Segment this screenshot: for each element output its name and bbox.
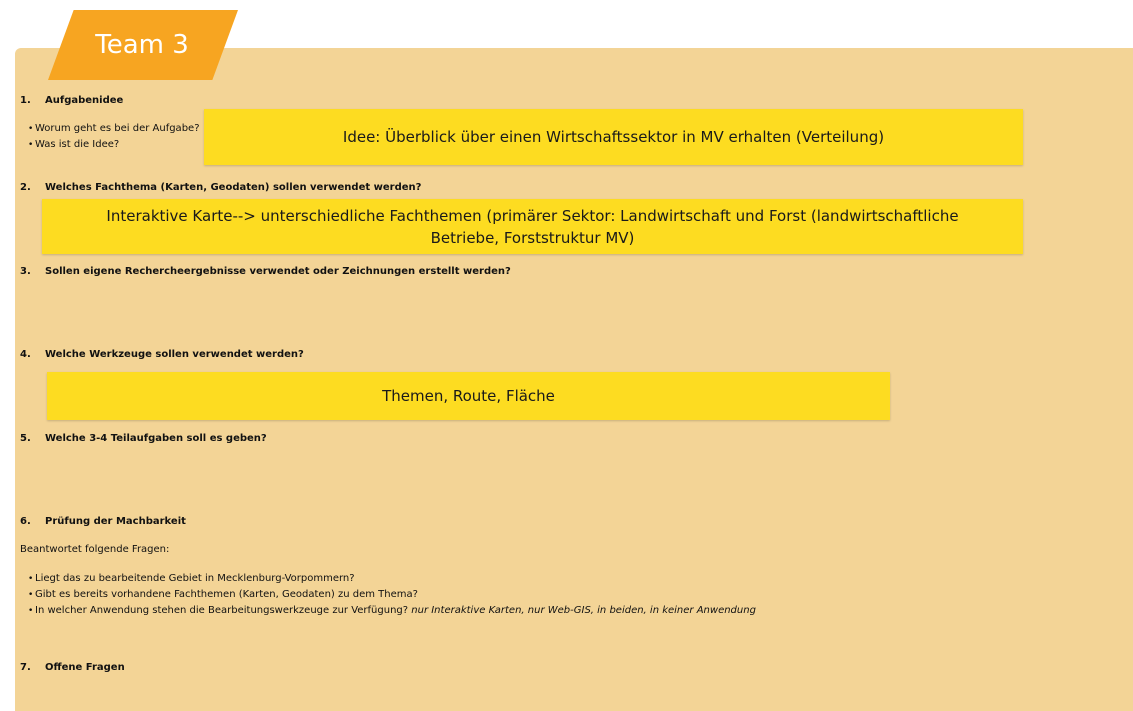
- section-number: 3.: [20, 266, 31, 277]
- section-6-heading: [20, 516, 186, 527]
- bullet-text: In welcher Anwendung stehen die Bearbeitungswerkzeuge zur Verfügung?: [35, 605, 409, 616]
- section-title: Welche Werkzeuge sollen verwendet werden?: [45, 349, 304, 360]
- bullet-item: • Was ist die Idee?: [28, 137, 200, 153]
- section-3-heading: [20, 266, 511, 277]
- section-2-heading: [20, 182, 421, 193]
- bullet-item: [28, 603, 756, 619]
- section-title: Welche 3-4 Teilaufgaben soll es geben?: [45, 433, 267, 444]
- team-title: Team 3: [95, 30, 189, 60]
- bullet-item: • Liegt das zu bearbeitende Gebiet in Mecklenburg-Vorpommern?: [28, 571, 756, 587]
- sticky-note-idea[interactable]: [204, 109, 1023, 165]
- section-5-heading: [20, 433, 267, 444]
- section-title: Aufgabenidee: [45, 95, 124, 106]
- note-text: Themen, Route, Fläche: [382, 387, 555, 405]
- section-6-intro: Beantwortet folgende Fragen:: [20, 544, 170, 555]
- section-number: 4.: [20, 349, 31, 360]
- sticky-note-fachthema[interactable]: [42, 199, 1023, 254]
- section-4-heading: [20, 349, 304, 360]
- section-title: Sollen eigene Rechercheergebnisse verwendet oder Zeichnungen erstellt werden?: [45, 266, 511, 277]
- section-title: Prüfung der Machbarkeit: [45, 516, 186, 527]
- section-1-heading: [20, 95, 123, 106]
- section-number: 5.: [20, 433, 31, 444]
- section-number: 7.: [20, 662, 31, 673]
- section-number: 2.: [20, 182, 31, 193]
- section-number: 1.: [20, 95, 31, 106]
- section-title: Welches Fachthema (Karten, Geodaten) sollen verwendet werden?: [45, 182, 422, 193]
- sticky-note-tools[interactable]: [47, 372, 890, 420]
- note-text: Idee: Überblick über einen Wirtschaftssektor in MV erhalten (Verteilung): [342, 128, 885, 146]
- section-number: 6.: [20, 516, 31, 527]
- section-1-bullets: [28, 121, 200, 153]
- note-text: Interaktive Karte--> unterschiedliche Fachthemen (primärer Sektor: Landwirtschaft und Forst (landwirtschaftliche Betriebe, Forststruktur MV): [106, 206, 959, 247]
- section-title: Offene Fragen: [45, 662, 125, 673]
- bullet-item: • Gibt es bereits vorhandene Fachthemen (Karten, Geodaten) zu dem Thema?: [28, 587, 756, 603]
- bullet-item: • Worum geht es bei der Aufgabe?: [28, 121, 200, 137]
- section-7-heading: [20, 662, 125, 673]
- section-6-bullets: [28, 571, 756, 619]
- bullet-italic-note: nur Interaktive Karten, nur Web-GIS, in beiden, in keiner Anwendung: [411, 605, 756, 616]
